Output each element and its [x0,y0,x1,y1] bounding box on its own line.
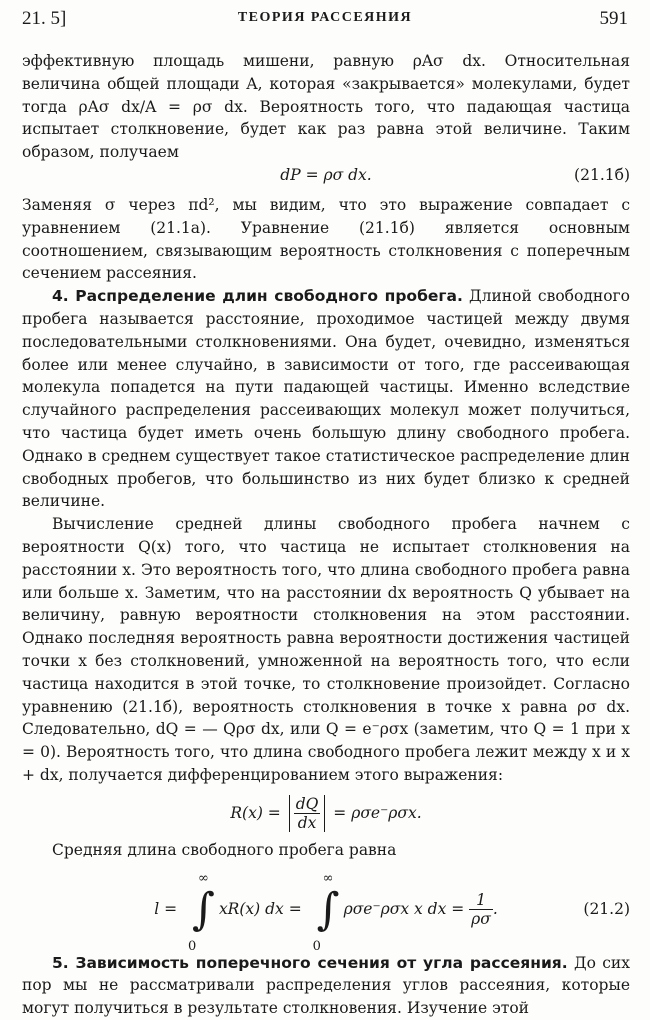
eq2-rhs: = ρσe⁻ρσx. [333,803,422,822]
equation-21-1b [22,164,630,194]
page-number: 591 [599,8,628,29]
paragraph-3: Вычисление средней длины свободного пробега начнем с вероятности Q(x) того, что частица не испытает столкновения на расстоянии x. Это вероятность того, что длина свободного пробега равна или больше x. Заметим, что на расстоянии dx вероятность Q убывает на величину, равную вероятности столкновения на этом расстоянии. Однако последняя вероятность равна вероятности достижения частицей точки x без столкновений, умноженной на вероятность того, что если частица находится в этой точке, то столкновение произойдет. Согласно уравнению (21.1б), вероятность столкновения в точке x равна ρσ dx. Следовательно, dQ = — Qρσ dx, или Q = e⁻ρσx (заметим, что Q = 1 при x = 0). Вероятность того, что длина свободного пробега лежит между x и x + dx, получается дифференцированием этого выражения: [22,515,630,784]
section-5 [22,952,630,1020]
section-5-text: До сих пор мы не рассматривали распределения углов рассеяния, которые могут получиться в результате столкновения. Изучение этой [22,953,630,1018]
fraction-numerator: dQ [295,795,319,814]
section-5-heading: 5. Зависимость поперечного сечения от угла рассеяния. [52,953,568,972]
fraction [294,795,321,832]
integral-2: ∫ ∞ 0 [312,870,340,954]
eq3-end: . [492,899,498,918]
paragraph-1: эффективную площадь мишени, равную ρAσ dx. Относительная величина общей площади A, которая «закрывается» молекулами, будет тогда ρAσ dx/A = ρσ dx. Вероятность того, что падающая частица испытает столкновение, будет как раз равна этой величине. Таким образом, получаем [22,52,630,162]
integral-1: ∫ ∞ 0 [188,870,215,954]
section-4-text: Длиной свободного пробега называется расстояние, проходимое частицей между двумя последовательными столкновениями. Она будет, очевидно, изменяться более или менее случайно, в зависимости от того, где рассеивающая молекула попадется на пути падающей частицы. Именно вследствие случайного распределения рассеивающих молекул может получиться, что частица будет иметь очень большую длину свободного пробега. Однако в среднем существует такое статистическое распределение длин свободных пробегов, что большинство из них будет близко к средней величине. [22,287,630,511]
running-header [22,8,628,34]
fraction-2 [469,891,493,928]
abs-value [289,795,326,832]
page-body [22,50,630,1020]
int2-upper: ∞ [322,870,334,886]
equation-number: (21.1б) [574,165,630,184]
integrand-2: ρσe⁻ρσx x dx = [343,899,465,918]
integrand-1: xR(x) dx = [218,899,302,918]
fraction-2-denominator: ρσ [471,910,491,928]
int1-upper: ∞ [198,870,209,886]
equation-r-x [22,787,630,839]
int1-lower: 0 [188,938,197,954]
section-4-heading: 4. Распределение длин свободного пробега. [52,287,463,306]
paragraph-2: Заменяя σ через πd², мы видим, что это выражение совпадает с уравнением (21.1а). Уравнение (21.1б) является основным соотношением, связывающим вероятность столкновения с поперечным сечением рассеяния. [22,195,630,283]
int2-lower: 0 [312,938,321,954]
eq2-lhs: R(x) = [230,803,281,822]
fraction-denominator: dx [297,814,317,833]
equation-formula: dP = ρσ dx. [280,165,372,184]
section-4 [22,285,630,513]
paragraph-4: Средняя длина свободного пробега равна [52,840,397,859]
eq3-lhs: l = [154,899,178,918]
chapter-title: ТЕОРИЯ РАССЕЯНИЯ [237,10,413,25]
equation-21-2 [22,866,630,952]
fraction-2-numerator: 1 [469,891,493,910]
section-ref: 21. 5] [22,8,67,29]
equation-number: (21.2) [583,899,630,918]
